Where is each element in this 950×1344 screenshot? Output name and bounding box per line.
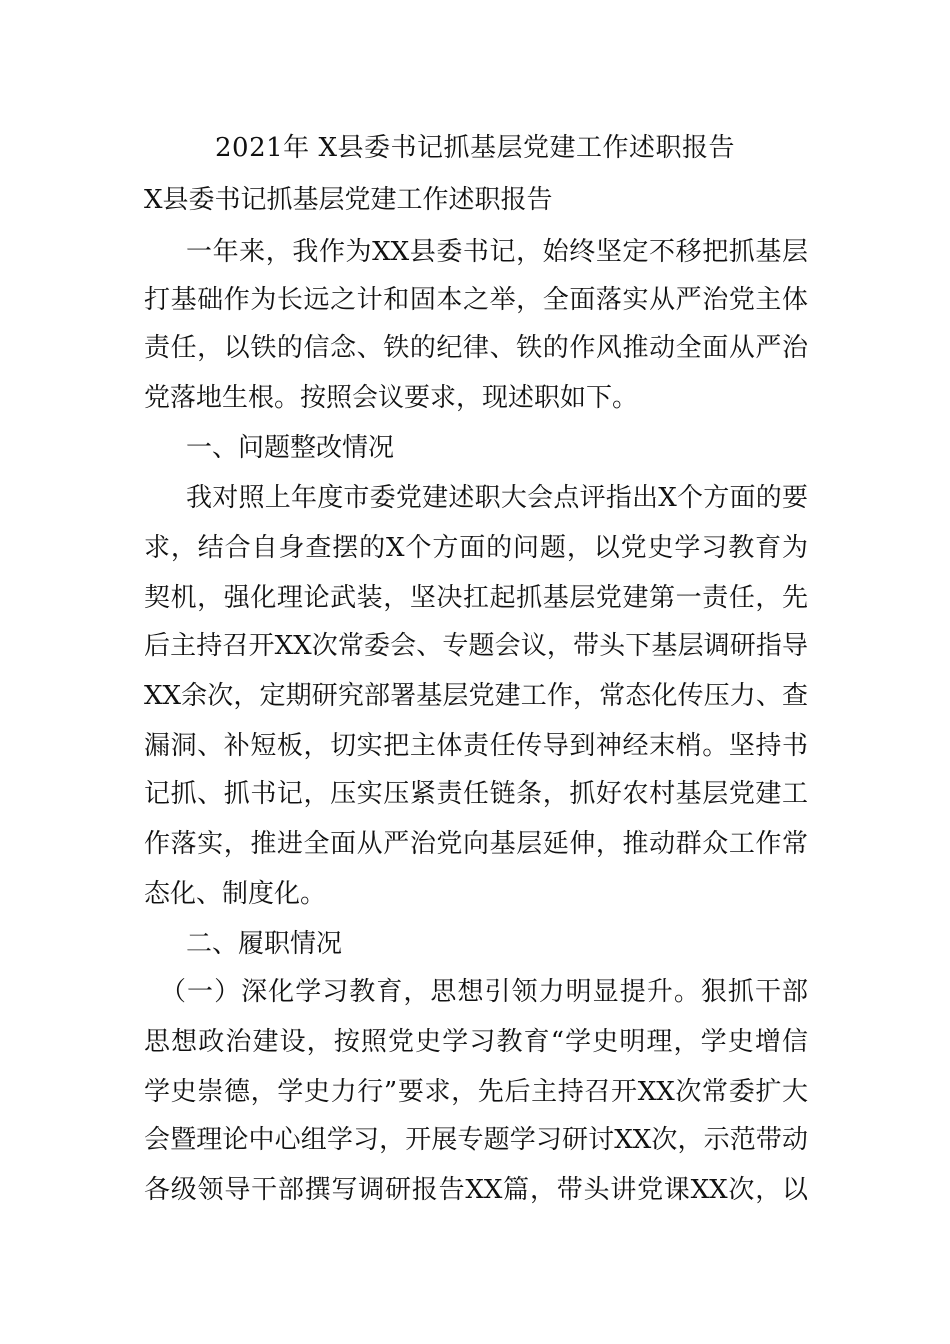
- paragraph-line: 党落地生根。按照会议要求，现述职如下。: [144, 383, 639, 413]
- paragraph-line: 后主持召开XX次常委会、专题会议，带头下基层调研指导: [144, 631, 808, 661]
- paragraph-line: 学史崇德，学史力行”要求，先后主持召开XX次常委扩大: [144, 1077, 808, 1107]
- paragraph-line: XX余次，定期研究部署基层党建工作，常态化传压力、查: [144, 681, 808, 711]
- paragraph-line: 打基础作为长远之计和固本之举，全面落实从严治党主体: [144, 285, 808, 315]
- paragraph-line: 作落实，推进全面从严治党向基层延伸，推动群众工作常: [144, 829, 808, 859]
- document-subtitle: X县委书记抓基层党建工作述职报告: [144, 185, 553, 215]
- section-heading: 二、履职情况: [186, 929, 343, 959]
- paragraph-line: 思想政治建设，按照党史学习教育“学史明理，学史增信: [144, 1027, 808, 1057]
- section-heading: 一、问题整改情况: [186, 433, 395, 463]
- paragraph-line: 契机，强化理论武装，坚决扛起抓基层党建第一责任，先: [144, 583, 808, 613]
- paragraph-line: 我对照上年度市委党建述职大会点评指出X个方面的要: [186, 483, 808, 513]
- paragraph-line: 各级领导干部撰写调研报告XX篇，带头讲党课XX次，以: [144, 1175, 808, 1205]
- paragraph-line: 态化、制度化。: [144, 879, 327, 909]
- document-title: 2021年 X县委书记抓基层党建工作述职报告: [215, 133, 735, 163]
- paragraph-line: 一年来，我作为XX县委书记，始终坚定不移把抓基层: [186, 237, 808, 267]
- paragraph-line: 记抓、抓书记，压实压紧责任链条，抓好农村基层党建工: [144, 779, 808, 809]
- paragraph-line: 求，结合自身查摆的X个方面的问题，以党史学习教育为: [144, 533, 808, 563]
- paragraph-line: 责任，以铁的信念、铁的纪律、铁的作风推动全面从严治: [144, 333, 808, 363]
- paragraph-line: 会暨理论中心组学习，开展专题学习研讨XX次，示范带动: [144, 1125, 808, 1155]
- paragraph-line: （一）深化学习教育，思想引领力明显提升。狠抓干部: [160, 977, 808, 1007]
- paragraph-line: 漏洞、补短板，切实把主体责任传导到神经末梢。坚持书: [144, 731, 808, 761]
